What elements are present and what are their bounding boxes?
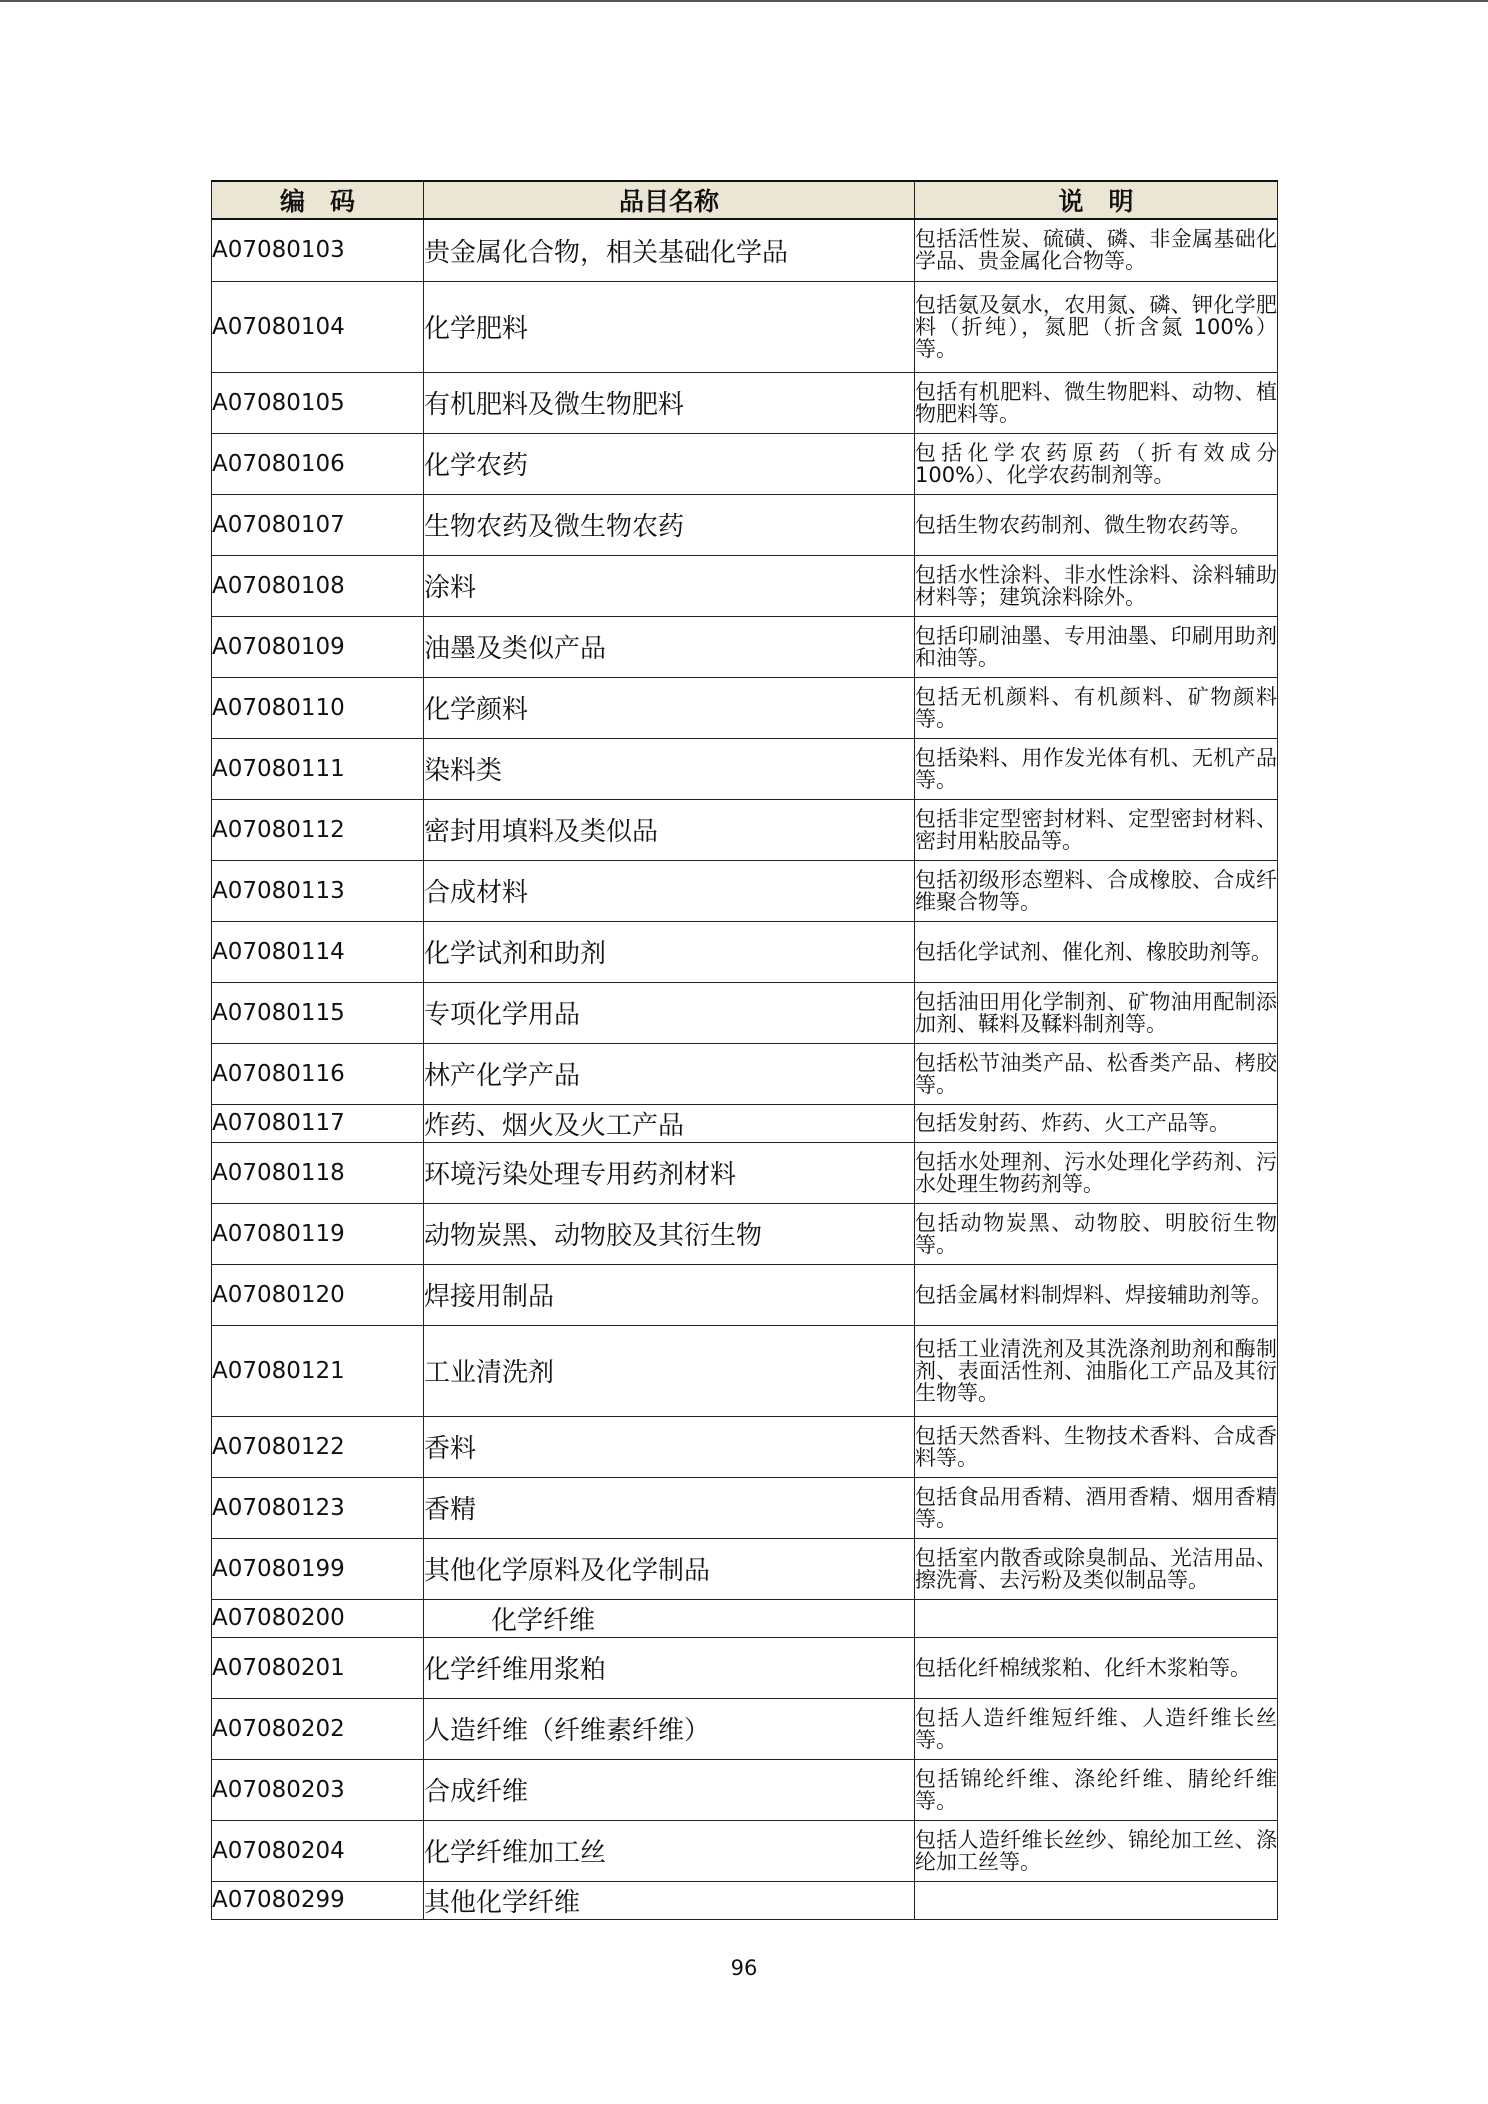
- item-name: 环境污染处理专用药剂材料: [424, 1142, 915, 1203]
- item-name: 合成材料: [424, 860, 915, 921]
- item-code: A07080118: [212, 1142, 424, 1203]
- item-name: 有机肥料及微生物肥料: [424, 372, 915, 433]
- table-row: [212, 1104, 1278, 1142]
- table-row: [212, 982, 1278, 1043]
- table-row: [212, 1820, 1278, 1881]
- item-name: 动物炭黑、动物胶及其衍生物: [424, 1203, 915, 1264]
- table-row: [212, 1759, 1278, 1820]
- item-description: 包括初级形态塑料、合成橡胶、合成纤维聚合物等。: [915, 860, 1278, 921]
- item-description: 包括人造纤维短纤维、人造纤维长丝等。: [915, 1698, 1278, 1759]
- table-row: [212, 372, 1278, 433]
- table-row: [212, 1881, 1278, 1919]
- item-code: A07080199: [212, 1538, 424, 1599]
- item-code: A07080117: [212, 1104, 424, 1142]
- item-name: 香料: [424, 1416, 915, 1477]
- item-code: A07080120: [212, 1264, 424, 1325]
- item-description: 包括印刷油墨、专用油墨、印刷用助剂和油等。: [915, 616, 1278, 677]
- item-description: 包括氨及氨水，农用氮、磷、钾化学肥料（折纯），氮肥（折含氮 100%）等。: [915, 281, 1278, 372]
- item-code: A07080114: [212, 921, 424, 982]
- item-description: 包括食品用香精、酒用香精、烟用香精等。: [915, 1477, 1278, 1538]
- item-description: 包括天然香料、生物技术香料、合成香料等。: [915, 1416, 1278, 1477]
- item-name: 涂料: [424, 555, 915, 616]
- item-code: A07080106: [212, 433, 424, 494]
- item-description: 包括发射药、炸药、火工产品等。: [915, 1104, 1278, 1142]
- item-name: 工业清洗剂: [424, 1325, 915, 1416]
- item-code: A07080123: [212, 1477, 424, 1538]
- item-name: 化学纤维: [424, 1599, 915, 1637]
- item-name: 专项化学用品: [424, 982, 915, 1043]
- item-description: 包括活性炭、硫磺、磷、非金属基础化学品、贵金属化合物等。: [915, 219, 1278, 281]
- item-name: 合成纤维: [424, 1759, 915, 1820]
- header-code: 编 码: [212, 181, 424, 219]
- item-code: A07080113: [212, 860, 424, 921]
- item-name: 化学肥料: [424, 281, 915, 372]
- item-description: 包括有机肥料、微生物肥料、动物、植物肥料等。: [915, 372, 1278, 433]
- item-code: A07080201: [212, 1637, 424, 1698]
- item-name: 贵金属化合物，相关基础化学品: [424, 219, 915, 281]
- item-code: A07080108: [212, 555, 424, 616]
- table-row: [212, 1043, 1278, 1104]
- table-row: [212, 677, 1278, 738]
- table-row: [212, 1637, 1278, 1698]
- item-description: 包括非定型密封材料、定型密封材料、密封用粘胶品等。: [915, 799, 1278, 860]
- item-description: 包括化学农药原药（折有效成分100%）、化学农药制剂等。: [915, 433, 1278, 494]
- table-row: [212, 433, 1278, 494]
- item-description: [915, 1599, 1278, 1637]
- item-name: 香精: [424, 1477, 915, 1538]
- item-code: A07080200: [212, 1599, 424, 1637]
- header-desc: 说 明: [915, 181, 1278, 219]
- table-row: [212, 1416, 1278, 1477]
- table-row: [212, 1538, 1278, 1599]
- table-row: [212, 616, 1278, 677]
- item-name: 其他化学原料及化学制品: [424, 1538, 915, 1599]
- table-row: [212, 1142, 1278, 1203]
- item-code: A07080112: [212, 799, 424, 860]
- item-code: A07080202: [212, 1698, 424, 1759]
- item-description: 包括水处理剂、污水处理化学药剂、污水处理生物药剂等。: [915, 1142, 1278, 1203]
- table-body: [212, 219, 1278, 1919]
- item-code: A07080103: [212, 219, 424, 281]
- item-name: 其他化学纤维: [424, 1881, 915, 1919]
- table-row: [212, 281, 1278, 372]
- table-row: [212, 921, 1278, 982]
- item-description: 包括室内散香或除臭制品、光洁用品、擦洗膏、去污粉及类似制品等。: [915, 1538, 1278, 1599]
- item-description: 包括人造纤维长丝纱、锦纶加工丝、涤纶加工丝等。: [915, 1820, 1278, 1881]
- item-description: 包括化纤棉绒浆粕、化纤木浆粕等。: [915, 1637, 1278, 1698]
- item-code: A07080299: [212, 1881, 424, 1919]
- table-row: [212, 1698, 1278, 1759]
- item-description: 包括水性涂料、非水性涂料、涂料辅助材料等；建筑涂料除外。: [915, 555, 1278, 616]
- item-code: A07080204: [212, 1820, 424, 1881]
- item-description: 包括锦纶纤维、涤纶纤维、腈纶纤维等。: [915, 1759, 1278, 1820]
- item-description: 包括无机颜料、有机颜料、矿物颜料等。: [915, 677, 1278, 738]
- item-description: 包括工业清洗剂及其洗涤剂助剂和酶制剂、表面活性剂、油脂化工产品及其衍生物等。: [915, 1325, 1278, 1416]
- header-name: 品目名称: [424, 181, 915, 219]
- table-row: [212, 1599, 1278, 1637]
- item-description: 包括化学试剂、催化剂、橡胶助剂等。: [915, 921, 1278, 982]
- item-description: 包括生物农药制剂、微生物农药等。: [915, 494, 1278, 555]
- table-row: [212, 555, 1278, 616]
- item-code: A07080116: [212, 1043, 424, 1104]
- page-number: 96: [730, 1956, 758, 1980]
- item-name: 化学纤维加工丝: [424, 1820, 915, 1881]
- table-row: [212, 494, 1278, 555]
- item-code: A07080115: [212, 982, 424, 1043]
- item-code: A07080109: [212, 616, 424, 677]
- item-description: [915, 1881, 1278, 1919]
- item-description: 包括染料、用作发光体有机、无机产品等。: [915, 738, 1278, 799]
- item-code: A07080121: [212, 1325, 424, 1416]
- table-row: [212, 1477, 1278, 1538]
- item-name: 生物农药及微生物农药: [424, 494, 915, 555]
- table-row: [212, 1203, 1278, 1264]
- item-code: A07080122: [212, 1416, 424, 1477]
- item-name: 油墨及类似产品: [424, 616, 915, 677]
- item-name: 密封用填料及类似品: [424, 799, 915, 860]
- item-name: 林产化学产品: [424, 1043, 915, 1104]
- item-name: 化学农药: [424, 433, 915, 494]
- item-name: 化学试剂和助剂: [424, 921, 915, 982]
- item-name: 人造纤维（纤维素纤维）: [424, 1698, 915, 1759]
- table-row: [212, 1325, 1278, 1416]
- top-rule: [0, 0, 1488, 2]
- item-name: 炸药、烟火及火工产品: [424, 1104, 915, 1142]
- item-name: 化学纤维用浆粕: [424, 1637, 915, 1698]
- table-row: [212, 860, 1278, 921]
- item-name: 化学颜料: [424, 677, 915, 738]
- item-name: 焊接用制品: [424, 1264, 915, 1325]
- item-code: A07080111: [212, 738, 424, 799]
- item-code: A07080119: [212, 1203, 424, 1264]
- item-code: A07080105: [212, 372, 424, 433]
- item-description: 包括动物炭黑、动物胶、明胶衍生物等。: [915, 1203, 1278, 1264]
- header-row: [212, 181, 1278, 219]
- table-row: [212, 1264, 1278, 1325]
- table-row: [212, 738, 1278, 799]
- item-description: 包括油田用化学制剂、矿物油用配制添加剂、鞣料及鞣料制剂等。: [915, 982, 1278, 1043]
- item-code: A07080110: [212, 677, 424, 738]
- item-description: 包括松节油类产品、松香类产品、栲胶等。: [915, 1043, 1278, 1104]
- item-code: A07080104: [212, 281, 424, 372]
- catalog-table: [211, 180, 1278, 1920]
- item-code: A07080203: [212, 1759, 424, 1820]
- table-row: [212, 219, 1278, 281]
- item-name: 染料类: [424, 738, 915, 799]
- item-code: A07080107: [212, 494, 424, 555]
- table-row: [212, 799, 1278, 860]
- item-description: 包括金属材料制焊料、焊接辅助剂等。: [915, 1264, 1278, 1325]
